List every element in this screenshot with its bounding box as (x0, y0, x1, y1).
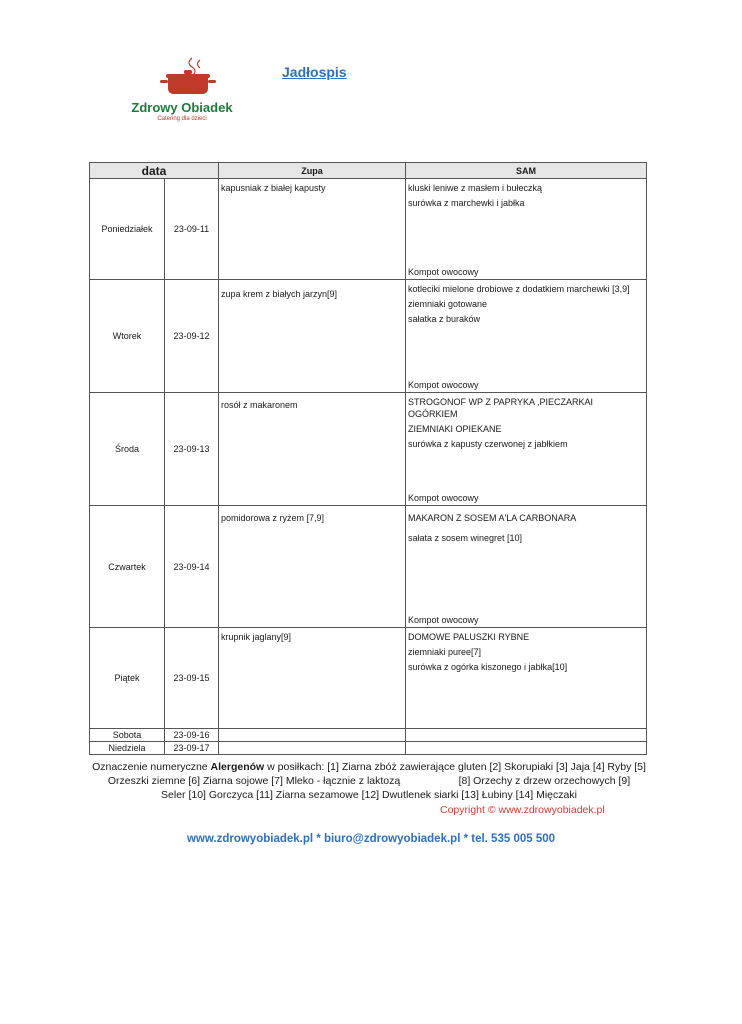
dish-item: ZIEMNIAKI OPIEKANE (408, 424, 502, 434)
dish-item: kotleciki mielone drobiowe z dodatkiem marchewki [3,9] (408, 284, 630, 294)
menu-row (90, 628, 647, 729)
day-name: Środa (90, 393, 165, 506)
main-course-cell (406, 729, 647, 742)
soup-cell (219, 179, 406, 280)
main-course-cell (406, 742, 647, 755)
day-date: 23-09-11 (165, 179, 219, 280)
main-course-cell (406, 179, 647, 280)
day-date: 23-09-16 (165, 729, 219, 742)
dish-item: sałatka z buraków (408, 314, 481, 324)
dish-item: surówka z kapusty czerwonej z jabłkiem (408, 439, 568, 449)
soup-text: pomidorowa z ryżem [7,9] (221, 513, 325, 523)
day-name: Sobota (90, 729, 165, 742)
soup-cell (219, 729, 406, 742)
dish-item: surówka z marchewki i jabłka (408, 198, 525, 208)
main-course-cell (406, 393, 647, 506)
drink-item: Kompot owocowy (408, 493, 479, 503)
page-title[interactable]: Jadłospis (282, 64, 347, 80)
allergen-legend (89, 760, 649, 802)
brand-logo (130, 56, 270, 126)
soup-cell (219, 280, 406, 393)
soup-text: zupa krem z białych jarzyn[9] (221, 289, 338, 299)
day-name: Poniedziałek (90, 179, 165, 280)
drink-item: Kompot owocowy (408, 380, 479, 390)
soup-text: kapusniak z białej kapusty (221, 183, 326, 193)
soup-cell (219, 393, 406, 506)
header-zupa: Zupa (219, 163, 406, 179)
dish-item: ziemniaki gotowane (408, 299, 488, 309)
dish-item: STROGONOF WP Z PAPRYKA ,PIECZARKAI OGÓRKIEM (408, 397, 594, 419)
main-course-cell (406, 280, 647, 393)
main-course-cell (406, 628, 647, 729)
menu-row (90, 179, 647, 280)
menu-row (90, 742, 647, 755)
menu-row (90, 280, 647, 393)
day-name: Czwartek (90, 506, 165, 628)
day-date: 23-09-15 (165, 628, 219, 729)
day-date: 23-09-17 (165, 742, 219, 755)
main-course-cell (406, 506, 647, 628)
brand-name: Zdrowy Obiadek (131, 100, 233, 115)
soup-cell (219, 628, 406, 729)
day-date: 23-09-14 (165, 506, 219, 628)
soup-cell (219, 506, 406, 628)
soup-text: rosół z makaronem (221, 400, 298, 410)
drink-item: Kompot owocowy (408, 267, 479, 277)
dish-item: MAKARON Z SOSEM A'LA CARBONARA (408, 513, 577, 523)
dish-item: sałata z sosem winegret [10] (408, 533, 523, 543)
cooking-pot-icon (152, 56, 222, 98)
menu-row (90, 729, 647, 742)
legend-line-1 (89, 760, 649, 774)
dish-item: ziemniaki puree[7] (408, 647, 482, 657)
dish-item: surówka z ogórka kiszonego i jabłka[10] (408, 662, 568, 672)
menu-table (89, 162, 647, 755)
legend-prefix: Oznaczenie numeryczne (92, 761, 211, 773)
legend-line-3: Seler [10] Gorczyca [11] Ziarna sezamowe [12] Dwutlenek siarki [13] Łubiny [14] Mięczaki (161, 789, 577, 801)
legend-line-2: Orzeszki ziemne [6] Ziarna sojowe [7] Mleko - łącznie z laktozą [8] Orzechy z drzew orzechowych [9] (107, 775, 631, 787)
day-date: 23-09-13 (165, 393, 219, 506)
day-name: Piątek (90, 628, 165, 729)
legend-line-1-rest: w posiłkach: [1] Ziarna zbóż zawierające gluten [2] Skorupiaki [3] Jaja [4] Ryby [5] (264, 761, 646, 773)
header-sam: SAM (406, 163, 647, 179)
day-date: 23-09-12 (165, 280, 219, 393)
copyright-text[interactable]: Copyright © www.zdrowyobiadek.pl (440, 804, 605, 816)
drink-item: Kompot owocowy (408, 615, 479, 625)
soup-text: krupnik jaglany[9] (221, 632, 292, 642)
menu-row (90, 393, 647, 506)
day-name: Wtorek (90, 280, 165, 393)
menu-row (90, 506, 647, 628)
brand-tagline: Catering dla dzieci (157, 116, 207, 122)
day-name: Niedziela (90, 742, 165, 755)
legend-bold: Alergenów (210, 761, 265, 773)
contact-footer[interactable]: www.zdrowyobiadek.pl * biuro@zdrowyobiadek.pl * tel. 535 005 500 (186, 833, 556, 845)
dish-item: DOMOWE PALUSZKI RYBNE (408, 632, 530, 642)
header-data: data (90, 163, 219, 179)
soup-cell (219, 742, 406, 755)
dish-item: kluski leniwe z masłem i bułeczką (408, 183, 543, 193)
